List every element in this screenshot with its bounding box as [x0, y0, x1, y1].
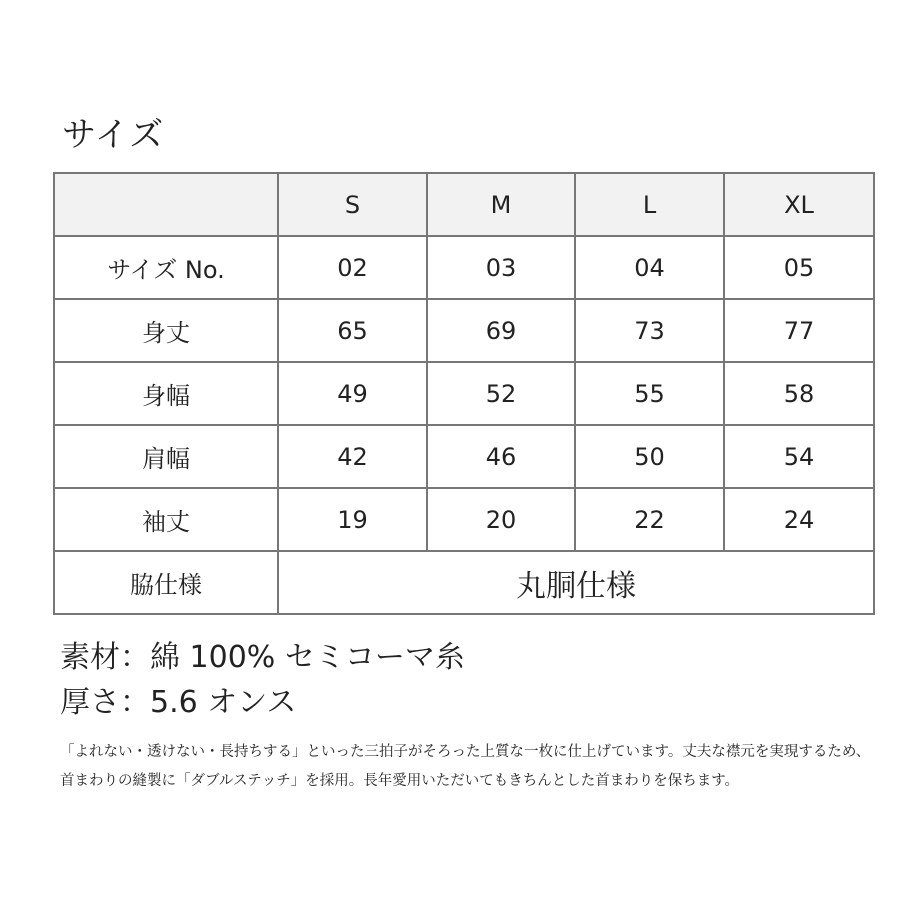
table-cell: 73 [575, 299, 724, 362]
page-title: サイズ [62, 115, 165, 155]
table-cell: 65 [278, 299, 427, 362]
table-cell: 52 [427, 362, 575, 425]
thickness-spec: 厚さ：5.6 オンス [60, 685, 297, 720]
table-cell: 77 [724, 299, 874, 362]
header-cell-xl: XL [724, 173, 874, 236]
table-cell: 42 [278, 425, 427, 488]
header-cell-m: M [427, 173, 575, 236]
table-cell: 02 [278, 236, 427, 299]
table-row [54, 551, 874, 614]
table-row [54, 362, 874, 425]
table-cell: 20 [427, 488, 575, 551]
table-cell: 69 [427, 299, 575, 362]
table-cell: 54 [724, 425, 874, 488]
table-cell: 22 [575, 488, 724, 551]
side-spec-value: 丸胴仕様 [278, 551, 874, 614]
row-label-side-spec: 脇仕様 [54, 551, 278, 614]
table-row [54, 425, 874, 488]
table-cell: 05 [724, 236, 874, 299]
table-cell: 04 [575, 236, 724, 299]
table-cell: 55 [575, 362, 724, 425]
table-cell: 24 [724, 488, 874, 551]
material-spec: 素材：綿 100% セミコーマ糸 [60, 640, 465, 675]
product-description: 「よれない・透けない・長持ちする」といった三拍子がそろった上質な一枚に仕上げています。丈夫な襟元を実現するため、首まわりの縫製に「ダブルステッチ」を採用。長年愛用いただいてもきちんとした首まわりを保ちます。 [60, 744, 871, 789]
header-cell-s: S [278, 173, 427, 236]
row-label-body-length: 身丈 [54, 299, 278, 362]
row-label-body-width: 身幅 [54, 362, 278, 425]
table-header-row [54, 173, 874, 236]
row-label-size-no: サイズ No. [54, 236, 278, 299]
header-cell-l: L [575, 173, 724, 236]
table-cell: 19 [278, 488, 427, 551]
table-cell: 50 [575, 425, 724, 488]
row-label-sleeve-length: 袖丈 [54, 488, 278, 551]
table-row [54, 299, 874, 362]
table-cell: 46 [427, 425, 575, 488]
table-row [54, 488, 874, 551]
table-row [54, 236, 874, 299]
header-cell-empty [54, 173, 278, 236]
row-label-shoulder-width: 肩幅 [54, 425, 278, 488]
table-cell: 03 [427, 236, 575, 299]
size-table [53, 172, 875, 615]
table-cell: 58 [724, 362, 874, 425]
table-cell: 49 [278, 362, 427, 425]
